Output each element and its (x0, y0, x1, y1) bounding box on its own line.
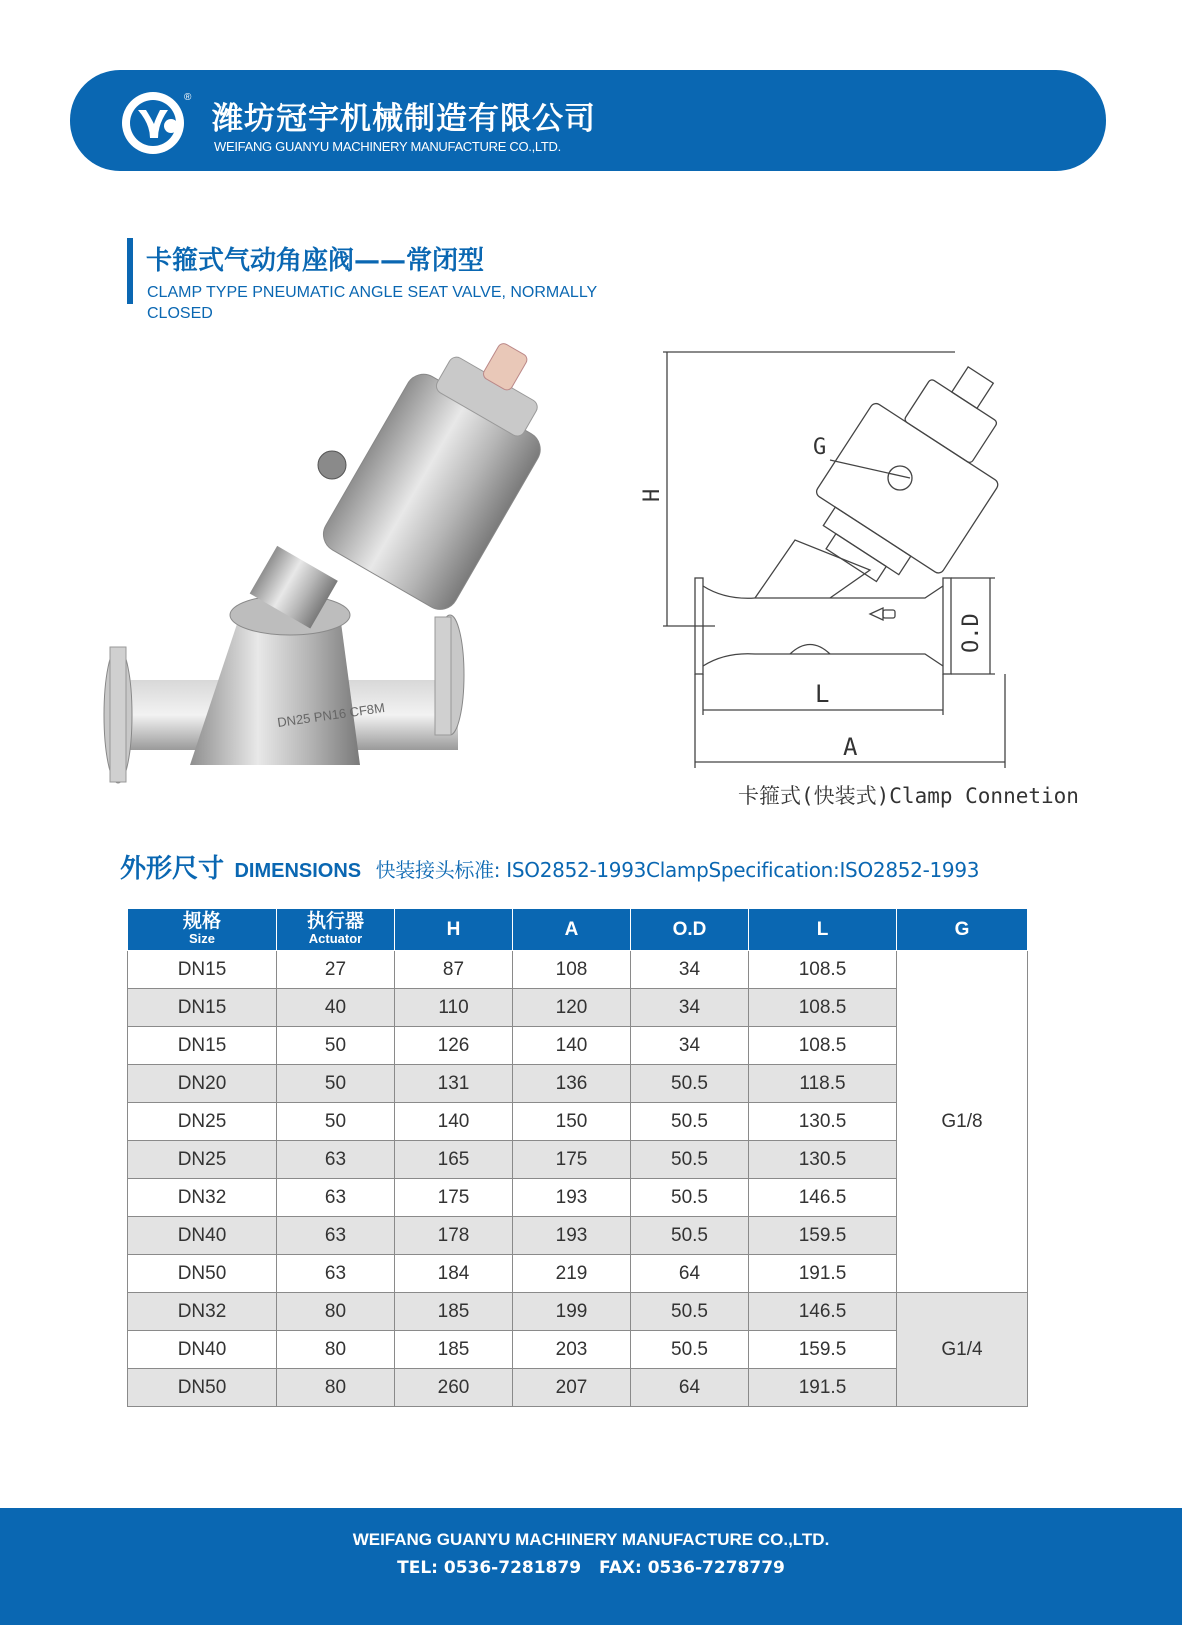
clamp-standard: 快装接头标准: ISO2852-1993ClampSpecification:ISO2852-1993 (375, 858, 980, 882)
company-name-cn: 潍坊冠宇机械制造有限公司 (212, 101, 596, 137)
table-cell-g: G1/4 (897, 1293, 1028, 1407)
registered-mark: ® (184, 92, 192, 103)
table-cell: 146.5 (749, 1179, 897, 1217)
dimensions-heading-en: DIMENSIONS (234, 860, 362, 882)
drawing-caption: 卡箍式(快装式)Clamp Connetion (738, 784, 1079, 808)
table-cell: 40 (277, 989, 395, 1027)
table-cell: 50 (277, 1027, 395, 1065)
table-cell: 108.5 (749, 989, 897, 1027)
table-row (128, 989, 1028, 1027)
table-cell: 219 (513, 1255, 631, 1293)
table-cell: 50.5 (631, 1141, 749, 1179)
table-cell: 34 (631, 951, 749, 989)
drawing-label-a: A (843, 733, 858, 761)
table-cell: 80 (277, 1331, 395, 1369)
table-header-row (128, 909, 1028, 951)
table-cell: 118.5 (749, 1065, 897, 1103)
table-cell: 203 (513, 1331, 631, 1369)
table-cell: 64 (631, 1255, 749, 1293)
table-cell: 193 (513, 1217, 631, 1255)
valve-technical-drawing (640, 350, 1055, 830)
table-cell: 87 (395, 951, 513, 989)
table-row (128, 1141, 1028, 1179)
dimensions-heading (120, 848, 979, 885)
table-cell: 184 (395, 1255, 513, 1293)
dimensions-table (127, 908, 1028, 1407)
table-row (128, 1331, 1028, 1369)
table-cell: 191.5 (749, 1255, 897, 1293)
table-cell: 50.5 (631, 1103, 749, 1141)
table-cell: 130.5 (749, 1141, 897, 1179)
table-cell: 64 (631, 1369, 749, 1407)
table-cell: 63 (277, 1141, 395, 1179)
table-cell: DN15 (128, 1027, 277, 1065)
table-cell: 50 (277, 1103, 395, 1141)
table-cell: 185 (395, 1293, 513, 1331)
column-header-h: H (395, 909, 513, 951)
dimensions-heading-cn: 外形尺寸 (120, 854, 225, 884)
table-cell: 146.5 (749, 1293, 897, 1331)
table-cell: 50.5 (631, 1217, 749, 1255)
table-cell: 165 (395, 1141, 513, 1179)
table-row (128, 1027, 1028, 1065)
table-cell: 63 (277, 1255, 395, 1293)
table-cell: DN15 (128, 989, 277, 1027)
valve-product-photo (100, 345, 520, 815)
table-cell: DN40 (128, 1217, 277, 1255)
table-cell: 108.5 (749, 951, 897, 989)
table-cell: 175 (513, 1141, 631, 1179)
table-cell: 80 (277, 1369, 395, 1407)
table-cell-g: G1/8 (897, 951, 1028, 1293)
table-cell: DN50 (128, 1369, 277, 1407)
valve-body-marking: DN25 PN16 CF8M (276, 700, 386, 730)
table-cell: 140 (513, 1027, 631, 1065)
table-cell: 193 (513, 1179, 631, 1217)
company-logo-icon (120, 90, 186, 156)
drawing-label-g: G (813, 435, 827, 460)
table-cell: 175 (395, 1179, 513, 1217)
column-header-l: L (749, 909, 897, 951)
table-cell: 130.5 (749, 1103, 897, 1141)
drawing-label-od: O.D (959, 613, 984, 653)
table-cell: DN50 (128, 1255, 277, 1293)
table-cell: 178 (395, 1217, 513, 1255)
column-header-od: O.D (631, 909, 749, 951)
table-cell: 136 (513, 1065, 631, 1103)
column-header-g: G (897, 909, 1028, 951)
product-title-en: CLAMP TYPE PNEUMATIC ANGLE SEAT VALVE, NORMALLY CLOSED (147, 284, 597, 322)
table-row (128, 1065, 1028, 1103)
table-cell: 50.5 (631, 1179, 749, 1217)
table-row (128, 1293, 1028, 1331)
footer-contact (0, 1558, 1182, 1578)
company-name-en: WEIFANG GUANYU MACHINERY MANUFACTURE CO.,LTD. (214, 139, 561, 154)
table-row (128, 1179, 1028, 1217)
column-header-a: A (513, 909, 631, 951)
table-cell: DN32 (128, 1179, 277, 1217)
table-cell: DN25 (128, 1103, 277, 1141)
table-cell: 80 (277, 1293, 395, 1331)
table-row (128, 1217, 1028, 1255)
table-cell: DN25 (128, 1141, 277, 1179)
drawing-label-h: H (640, 488, 665, 502)
footer-company: WEIFANG GUANYU MACHINERY MANUFACTURE CO.,LTD. (352, 1530, 830, 1549)
table-cell: 34 (631, 989, 749, 1027)
table-cell: 207 (513, 1369, 631, 1407)
table-cell: 140 (395, 1103, 513, 1141)
table-cell: 110 (395, 989, 513, 1027)
table-cell: 50.5 (631, 1293, 749, 1331)
table-cell: DN40 (128, 1331, 277, 1369)
table-cell: 126 (395, 1027, 513, 1065)
table-cell: DN15 (128, 951, 277, 989)
table-cell: 185 (395, 1331, 513, 1369)
table-row (128, 951, 1028, 989)
column-header-size: 规格 Size (128, 909, 277, 951)
table-cell: 120 (513, 989, 631, 1027)
table-cell: 63 (277, 1217, 395, 1255)
table-cell: 191.5 (749, 1369, 897, 1407)
table-cell: 63 (277, 1179, 395, 1217)
table-cell: 108 (513, 951, 631, 989)
table-cell: 50.5 (631, 1331, 749, 1369)
table-cell: 159.5 (749, 1331, 897, 1369)
table-cell: DN32 (128, 1293, 277, 1331)
table-cell: 199 (513, 1293, 631, 1331)
table-cell: 260 (395, 1369, 513, 1407)
table-cell: 131 (395, 1065, 513, 1103)
product-title-cn: 卡箍式气动角座阀——常闭型 (146, 246, 485, 276)
table-cell: 150 (513, 1103, 631, 1141)
column-header-actuator: 执行器 Actuator (277, 909, 395, 951)
table-row (128, 1103, 1028, 1141)
footer-fax: FAX: 0536-7278779 (599, 1558, 785, 1578)
table-cell: 50.5 (631, 1065, 749, 1103)
title-accent-bar (127, 238, 133, 304)
table-cell: 27 (277, 951, 395, 989)
drawing-label-l: L (815, 680, 830, 708)
footer-tel: TEL: 0536-7281879 (397, 1558, 582, 1578)
table-cell: 108.5 (749, 1027, 897, 1065)
table-cell: DN20 (128, 1065, 277, 1103)
table-cell: 159.5 (749, 1217, 897, 1255)
table-cell: 50 (277, 1065, 395, 1103)
table-row (128, 1255, 1028, 1293)
table-cell: 34 (631, 1027, 749, 1065)
table-row (128, 1369, 1028, 1407)
